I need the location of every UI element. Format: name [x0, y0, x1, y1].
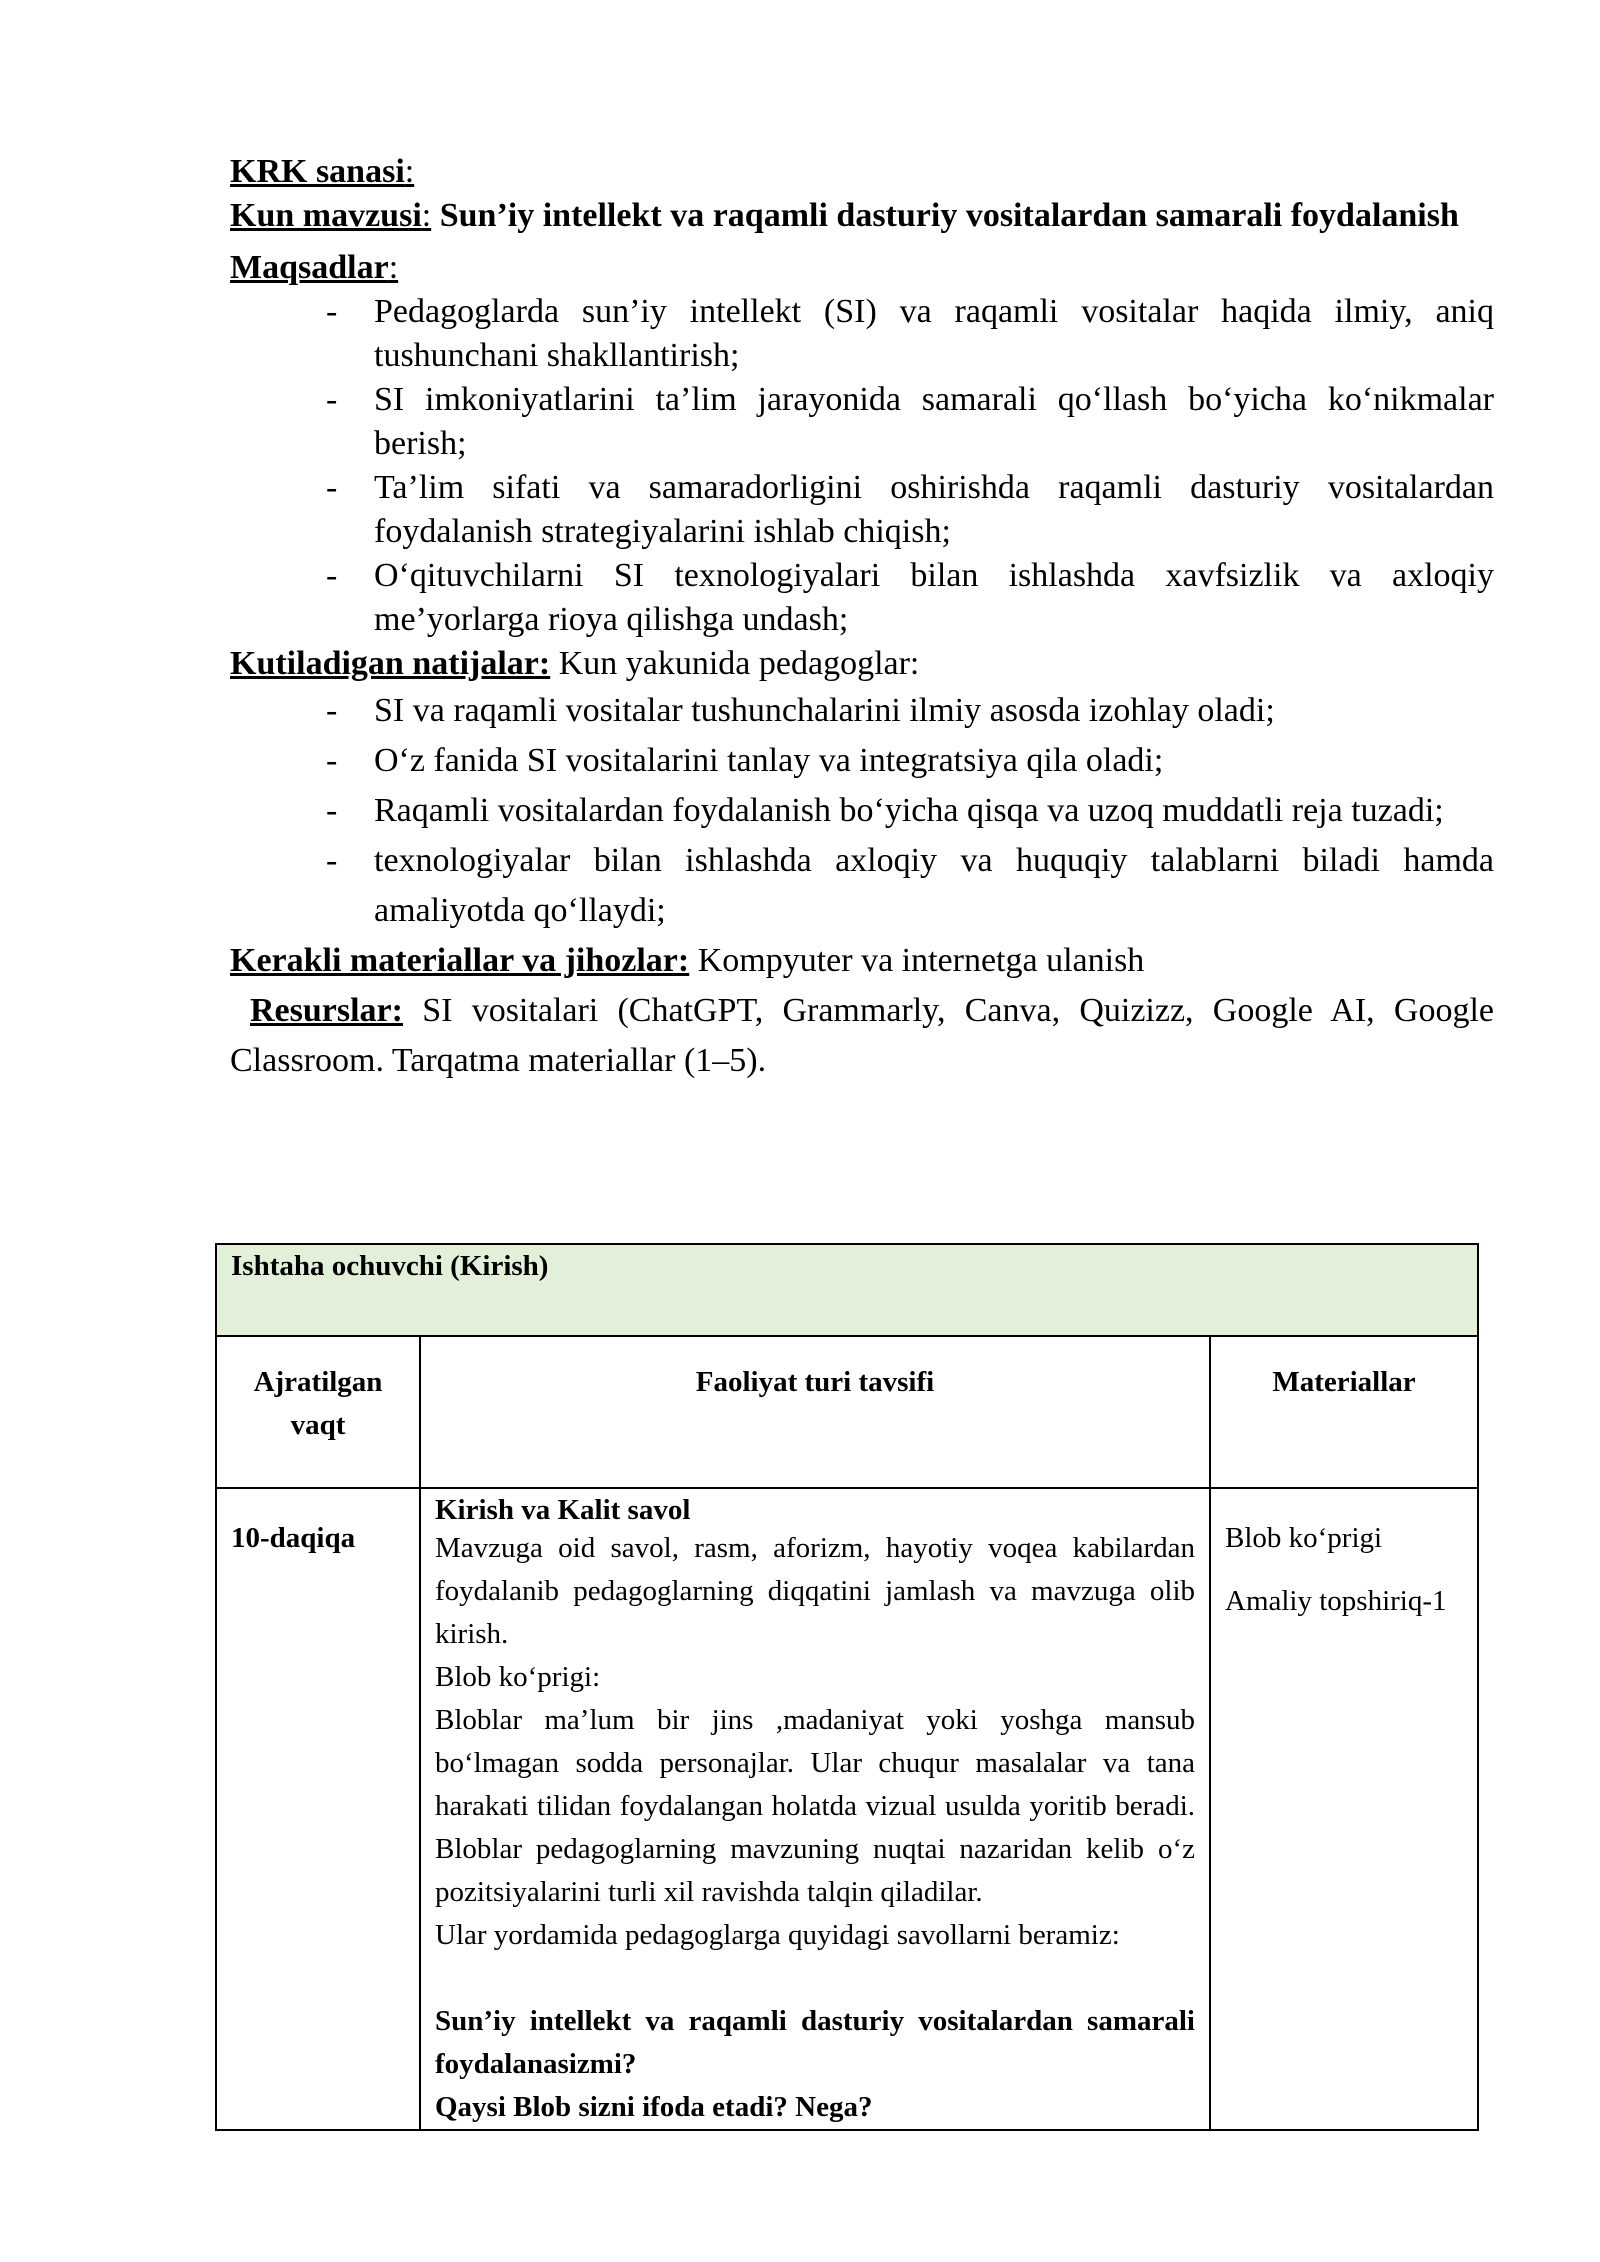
column-header-materials: Materiallar	[1210, 1336, 1478, 1488]
outcomes-label: Kutiladigan natijalar:	[230, 645, 551, 682]
activity-title: Kirish va Kalit savol	[435, 1494, 691, 1526]
goals-list	[230, 290, 1494, 642]
goal-item: - Pedagoglarda sun’iy intellekt (SI) va raqamli vositalar haqida ilmiy, aniq tushunchani shakllantirish;	[326, 290, 1494, 378]
goals-label: Maqsadlar	[230, 249, 389, 286]
row-materials	[1210, 1488, 1478, 2130]
resources-label: Resurslar:	[250, 992, 403, 1029]
key-question: Qaysi Blob sizni ifoda etadi? Nega?	[435, 2091, 873, 2123]
column-header-activity: Faoliyat turi tavsifi	[420, 1336, 1210, 1488]
day-topic-line: Kun mavzusi: Sun’iy intellekt va raqamli dasturiy vositalardan samarali foydalanish	[230, 197, 1459, 234]
materials-text: Kompyuter va internetga ulanish	[697, 942, 1145, 979]
column-header-time: Ajratilgan vaqt	[216, 1336, 420, 1488]
goal-item: - O‘qituvchilarni SI texnologiyalari bilan ishlashda xavfsizlik va axloqiy me’yorlarga rioya qilishga undash;	[326, 554, 1494, 642]
outcomes-list	[230, 686, 1494, 936]
materials-label: Kerakli materiallar va jihozlar:	[230, 942, 690, 979]
key-question: Sun’iy intellekt va raqamli dasturiy vositalardan samarali foydalanasizmi?	[435, 2005, 1195, 2080]
material-item: Blob ko‘prigi	[1225, 1522, 1383, 1554]
goals-heading: Maqsadlar:	[230, 249, 399, 286]
day-topic-label: Kun mavzusi	[230, 197, 422, 234]
krk-date-line: KRK sanasi:	[230, 153, 415, 190]
lesson-plan-table	[215, 1243, 1479, 2131]
activity-paragraph: Bloblar ma’lum bir jins ,madaniyat yoki yoshga mansub bo‘lmagan sodda personajlar. Ular chuqur masalalar va tana harakati tilidan foydalangan holatda vizual usulda yoritib beradi. Bloblar pedagoglarning mavzuning nuqtai nazaridan kelib o‘z pozitsiyalarini turli xil ravishda talqin qiladilar.	[435, 1704, 1195, 1908]
krk-date-label: KRK sanasi	[230, 153, 405, 190]
document-body	[230, 150, 1494, 1086]
table-row	[216, 1488, 1478, 2130]
activity-paragraph: Ular yordamida pedagoglarga quyidagi savollarni beramiz:	[435, 1919, 1120, 1951]
materials-line	[230, 936, 1494, 986]
table-section-row	[216, 1244, 1478, 1336]
goal-item: - SI imkoniyatlarini ta’lim jarayonida samarali qo‘llash bo‘yicha ko‘nikmalar berish;	[326, 378, 1494, 466]
outcome-item: - O‘z fanida SI vositalarini tanlay va integratsiya qila oladi;	[326, 736, 1494, 786]
outcome-item: - Raqamli vositalardan foydalanish bo‘yicha qisqa va uzoq muddatli reja tuzadi;	[326, 786, 1494, 836]
goal-item: - Ta’lim sifati va samaradorligini oshirishda raqamli dasturiy vositalardan foydalanish strategiyalarini ishlab chiqish;	[326, 466, 1494, 554]
resources-text: SI vositalari (ChatGPT, Grammarly, Canva, Quizizz, Google AI, Google Classroom. Tarqatma materiallar (1–5).	[230, 992, 1494, 1079]
activity-subheading: Blob ko‘prigi:	[435, 1661, 601, 1693]
row-time: 10-daqiqa	[216, 1488, 420, 2130]
material-item: Amaliy topshiriq-1	[1225, 1585, 1447, 1617]
outcome-item: - SI va raqamli vositalar tushunchalarini ilmiy asosda izohlay oladi;	[326, 686, 1494, 736]
outcome-item: - texnologiyalar bilan ishlashda axloqiy va huquqiy talablarni biladi hamda amaliyotda qo‘llaydi;	[326, 836, 1494, 936]
outcomes-intro: Kun yakunida pedagoglar:	[558, 645, 920, 682]
outcomes-heading	[230, 642, 1494, 686]
activity-paragraph: Mavzuga oid savol, rasm, aforizm, hayotiy voqea kabilardan foydalanib pedagoglarning diqqatini jamlash va mavzuga olib kirish.	[435, 1532, 1195, 1650]
table-section-title: Ishtaha ochuvchi (Kirish)	[216, 1244, 1478, 1336]
table-header-row	[216, 1336, 1478, 1488]
resources-line	[230, 986, 1494, 1086]
day-topic-text: Sun’iy intellekt va raqamli dasturiy vositalardan samarali foydalanish	[439, 197, 1459, 234]
row-activity	[420, 1488, 1210, 2130]
